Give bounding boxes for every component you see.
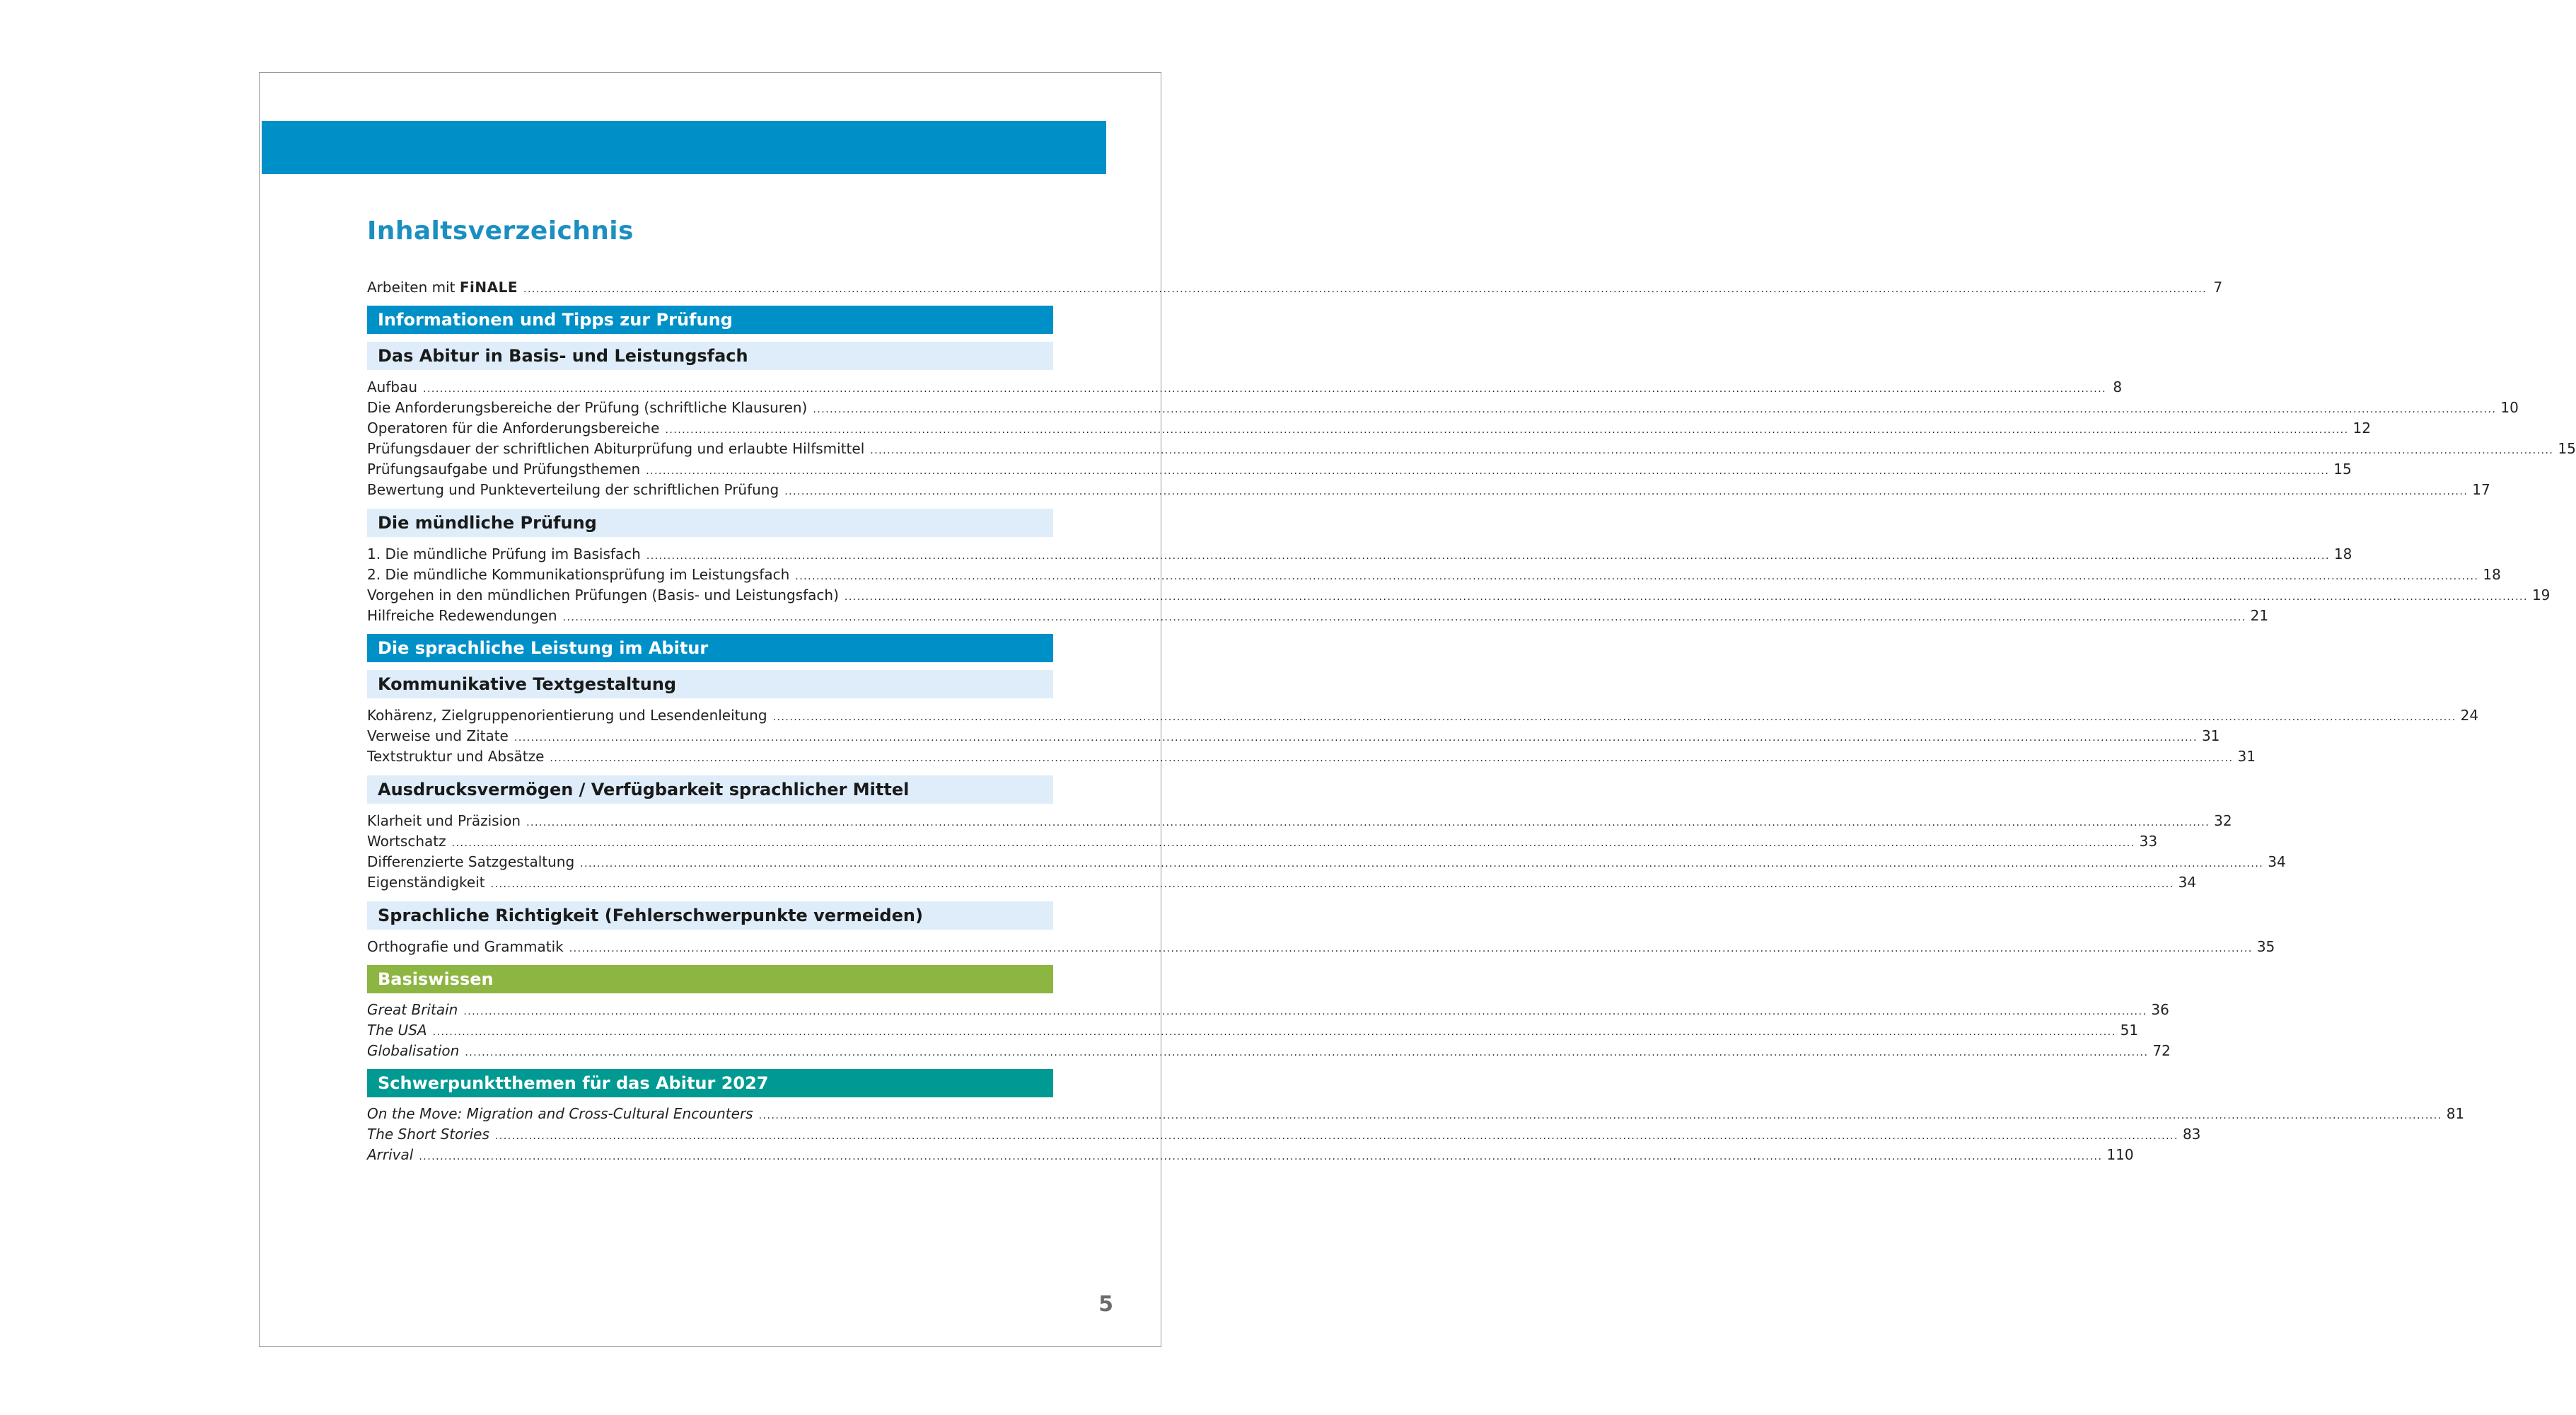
dot-leader: ................................................................................................................................................................................................................................................................................................................................................................................................................	[465, 1047, 2149, 1058]
toc-entry-page: 31	[2237, 748, 2256, 765]
toc-entry[interactable]	[367, 874, 2197, 894]
dot-leader: ................................................................................................................................................................................................................................................................................................................................................................................................................	[523, 284, 2207, 295]
dot-leader: ................................................................................................................................................................................................................................................................................................................................................................................................................	[795, 571, 2479, 582]
dot-leader: ................................................................................................................................................................................................................................................................................................................................................................................................................	[580, 858, 2264, 870]
toc-entry-page: 110	[2106, 1146, 2134, 1163]
toc-entry-label: On the Move: Migration and Cross-Cultural Encounters	[367, 1105, 753, 1122]
toc-entry-label: 2. Die mündliche Kommunikationsprüfung im Leistungsfach	[367, 566, 790, 583]
toc-entry-page: 8	[2113, 379, 2123, 395]
section-header-schwerpunktthemen: Schwerpunktthemen für das Abitur 2027	[367, 1069, 1053, 1097]
toc-entry-label: Prüfungsdauer der schriftlichen Abiturprüfung und erlaubte Hilfsmittel	[367, 440, 865, 457]
toc-entry-page: 21	[2250, 607, 2269, 624]
dot-leader: ................................................................................................................................................................................................................................................................................................................................................................................................................	[562, 612, 2246, 623]
toc-entry-intro[interactable]	[367, 279, 2223, 299]
subsection-header-richtigkeit: Sprachliche Richtigkeit (Fehlerschwerpunkte vermeiden)	[367, 901, 1053, 930]
dot-leader: ................................................................................................................................................................................................................................................................................................................................................................................................................	[494, 1131, 2178, 1142]
toc-entry-label: Arrival	[367, 1146, 414, 1163]
toc-entry-label: Great Britain	[367, 1001, 458, 1018]
toc-entry-label: Klarheit und Präzision	[367, 812, 521, 829]
toc-entry[interactable]	[367, 1022, 2139, 1042]
dot-leader: ................................................................................................................................................................................................................................................................................................................................................................................................................	[514, 732, 2198, 744]
toc-entry-page: 7	[2213, 279, 2223, 296]
dot-leader: ................................................................................................................................................................................................................................................................................................................................................................................................................	[665, 424, 2349, 436]
toc-entry-page: 35	[2256, 938, 2275, 955]
toc-entry[interactable]	[367, 587, 2551, 607]
dot-leader: ................................................................................................................................................................................................................................................................................................................................................................................................................	[646, 550, 2330, 562]
header-band	[262, 121, 1106, 174]
dot-leader: ................................................................................................................................................................................................................................................................................................................................................................................................................	[870, 445, 2554, 456]
toc-entry[interactable]	[367, 707, 2479, 727]
toc-entry-label: Eigenständigkeit	[367, 874, 485, 891]
toc-entry-page: 18	[2333, 545, 2352, 562]
subsection-header-kommunikativ: Kommunikative Textgestaltung	[367, 670, 1053, 698]
toc-entry-label: Differenzierte Satzgestaltung	[367, 853, 575, 870]
subsection-header-abitur: Das Abitur in Basis- und Leistungsfach	[367, 342, 1053, 370]
toc-entry-label: Arbeiten mit FiNALE	[367, 279, 518, 296]
toc-entry-label: Verweise und Zitate	[367, 727, 509, 744]
toc-entry-label: Textstruktur und Absätze	[367, 748, 545, 765]
toc-entry[interactable]	[367, 1001, 2169, 1022]
toc-entry-page: 32	[2214, 812, 2232, 829]
toc-entry[interactable]	[367, 481, 2490, 502]
toc-entry-page: 10	[2500, 399, 2519, 416]
toc-entry-page: 19	[2531, 587, 2551, 603]
dot-leader: ................................................................................................................................................................................................................................................................................................................................................................................................................	[784, 486, 2468, 497]
dot-leader: ................................................................................................................................................................................................................................................................................................................................................................................................................	[526, 817, 2210, 828]
toc-entry-page: 15	[2333, 461, 2352, 478]
toc-entry[interactable]	[367, 379, 2123, 399]
dot-leader: ................................................................................................................................................................................................................................................................................................................................................................................................................	[646, 466, 2330, 477]
toc-entry[interactable]	[367, 1105, 2465, 1126]
toc-entry-page: 34	[2178, 874, 2197, 891]
toc-entry-label: 1. Die mündliche Prüfung im Basisfach	[367, 545, 641, 562]
dot-leader: ................................................................................................................................................................................................................................................................................................................................................................................................................	[463, 1006, 2147, 1017]
toc-entry-label: Operatoren für die Anforderungsbereiche	[367, 420, 660, 437]
toc-entry[interactable]	[367, 812, 2232, 833]
toc-entry[interactable]	[367, 853, 2286, 874]
table-of-contents	[367, 279, 2576, 1167]
dot-leader: ................................................................................................................................................................................................................................................................................................................................................................................................................	[550, 753, 2234, 764]
dot-leader: ................................................................................................................................................................................................................................................................................................................................................................................................................	[423, 383, 2107, 395]
toc-entry[interactable]	[367, 748, 2256, 768]
dot-leader: ................................................................................................................................................................................................................................................................................................................................................................................................................	[844, 591, 2528, 603]
toc-entry[interactable]	[367, 1126, 2201, 1146]
toc-entry[interactable]	[367, 461, 2352, 481]
dot-leader: ................................................................................................................................................................................................................................................................................................................................................................................................................	[813, 404, 2497, 415]
dot-leader: ................................................................................................................................................................................................................................................................................................................................................................................................................	[758, 1110, 2442, 1121]
dot-leader: ................................................................................................................................................................................................................................................................................................................................................................................................................	[451, 838, 2135, 849]
dot-leader: ................................................................................................................................................................................................................................................................................................................................................................................................................	[432, 1027, 2116, 1038]
toc-entry-label: Die Anforderungsbereiche der Prüfung (schriftliche Klausuren)	[367, 399, 808, 416]
toc-entry-label: Wortschatz	[367, 833, 446, 850]
subsection-header-ausdruck: Ausdrucksvermögen / Verfügbarkeit sprachlicher Mittel	[367, 775, 1053, 804]
toc-entry[interactable]	[367, 938, 2275, 959]
dot-leader: ................................................................................................................................................................................................................................................................................................................................................................................................................	[569, 943, 2253, 954]
toc-entry[interactable]	[367, 440, 2576, 461]
toc-entry-page: 17	[2472, 481, 2490, 498]
section-header-basiswissen: Basiswissen	[367, 965, 1053, 993]
toc-entry-page: 51	[2120, 1022, 2139, 1039]
page-title: Inhaltsverzeichnis	[367, 216, 634, 246]
toc-entry-page: 31	[2201, 727, 2220, 744]
toc-entry-page: 81	[2446, 1105, 2465, 1122]
section-header-sprachliche-leistung: Die sprachliche Leistung im Abitur	[367, 634, 1053, 662]
toc-entry[interactable]	[367, 833, 2158, 853]
dot-leader: ................................................................................................................................................................................................................................................................................................................................................................................................................	[772, 712, 2456, 723]
toc-entry-label: Orthografie und Grammatik	[367, 938, 564, 955]
toc-entry-label: Hilfreiche Redewendungen	[367, 607, 557, 624]
toc-entry[interactable]	[367, 399, 2519, 420]
subsection-header-muendlich: Die mündliche Prüfung	[367, 509, 1053, 537]
toc-entry-page: 24	[2460, 707, 2479, 724]
toc-entry-label: Vorgehen in den mündlichen Prüfungen (Basis- und Leistungsfach)	[367, 587, 839, 603]
toc-entry-label: Kohärenz, Zielgruppenorientierung und Lesendenleitung	[367, 707, 767, 724]
toc-entry-page: 18	[2483, 566, 2501, 583]
toc-entry-page: 72	[2152, 1042, 2171, 1059]
toc-entry[interactable]	[367, 727, 2220, 748]
toc-entry-label: The USA	[367, 1022, 427, 1039]
toc-entry-label: Bewertung und Punkteverteilung der schriftlichen Prüfung	[367, 481, 779, 498]
toc-entry-page: 83	[2182, 1126, 2201, 1143]
toc-entry-page: 34	[2268, 853, 2286, 870]
document-page	[259, 72, 2576, 1347]
toc-entry-label: Prüfungsaufgabe und Prüfungsthemen	[367, 461, 641, 478]
brand-name: FiNALE	[459, 279, 518, 296]
toc-entry-label: Aufbau	[367, 379, 418, 395]
toc-entry-page: 33	[2139, 833, 2158, 850]
toc-entry[interactable]	[367, 1146, 2134, 1167]
toc-entry[interactable]	[367, 420, 2371, 440]
toc-entry[interactable]	[367, 1042, 2171, 1063]
toc-entry-page: 36	[2151, 1001, 2169, 1018]
dot-leader: ................................................................................................................................................................................................................................................................................................................................................................................................................	[419, 1151, 2103, 1162]
toc-entry-page: 12	[2352, 420, 2371, 437]
page-number: 5	[1098, 1292, 1113, 1317]
toc-entry[interactable]	[367, 607, 2269, 628]
section-header-informationen: Informationen und Tipps zur Prüfung	[367, 306, 1053, 334]
toc-entry[interactable]	[367, 566, 2501, 587]
toc-entry-page: 15	[2558, 440, 2576, 457]
toc-entry[interactable]	[367, 545, 2352, 566]
toc-entry-label: Globalisation	[367, 1042, 460, 1059]
dot-leader: ................................................................................................................................................................................................................................................................................................................................................................................................................	[490, 879, 2174, 890]
toc-entry-label: The Short Stories	[367, 1126, 489, 1143]
